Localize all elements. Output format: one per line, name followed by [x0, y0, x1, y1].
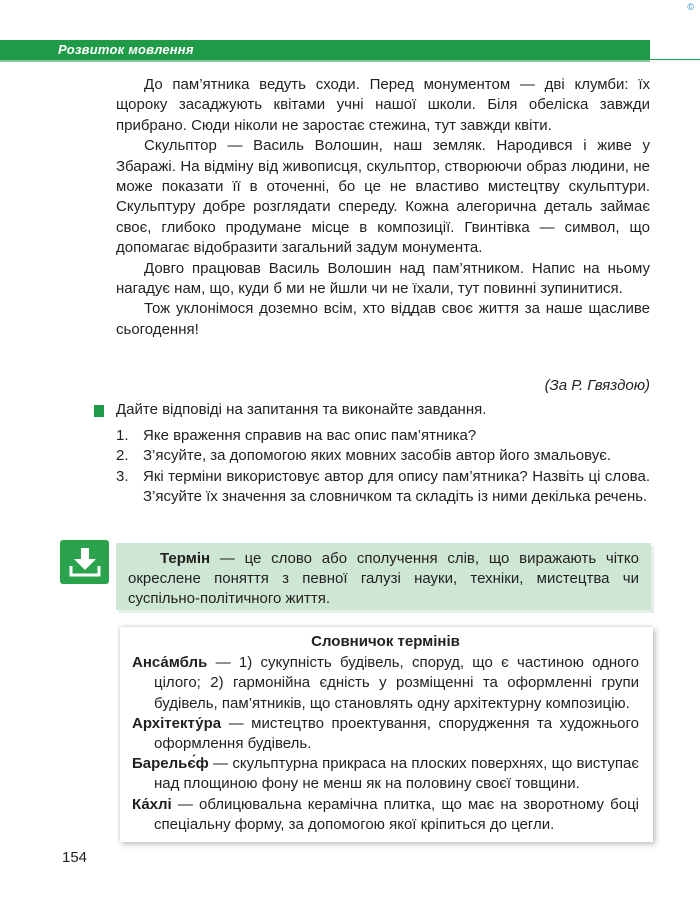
paragraph-1: До пам’ятника ведуть сходи. Перед монументом — дві клумби: їх щороку засаджують квітами учні нашої школи. Біля обеліска завжди прибрано. Сюди ніколи не заростає стежина, тут завжди квіти.: [116, 76, 650, 134]
download-icon: [60, 540, 109, 584]
task-list: [116, 426, 650, 508]
glossary-term: Анса́мбль: [132, 654, 208, 672]
task-text: З’ясуйте, за допомогою яких мовних засобів автор його змальовує.: [143, 447, 612, 465]
glossary-box: [120, 627, 653, 842]
definition-text: — це слово або сполучення слів, що виражають чітко окреслене поняття з певної галузі науки, техніки, мистецтва чи суспільно-політичного життя.: [128, 550, 639, 607]
header-divider: [650, 59, 700, 60]
glossary-definition: — мистецтво проектування, спорудження та художнього оформлення будівель.: [154, 714, 639, 753]
corner-mark: ©: [687, 2, 694, 12]
main-text: [116, 75, 650, 340]
glossary-entry: [132, 714, 639, 754]
glossary-title: Словничок термінів: [311, 633, 460, 650]
section-header: [0, 40, 650, 62]
task-title: Дайте відповіді на запитання та виконайте завдання.: [116, 401, 487, 418]
task-item: [116, 446, 650, 466]
glossary-definition: — облицювальна керамічна плитка, що має на зворотному боці спеціальну форму, за допомогою якої кріпиться до цегли.: [154, 795, 639, 833]
glossary-term: Ка́хлі: [132, 795, 172, 813]
task-number: 3.: [116, 467, 129, 485]
glossary-definition: — 1) сукупність будівель, споруд, що є частиною одного цілого; 2) гармонійна єдність у розміщенні та оформленні групи будівель, пам’ятників, що становлять одну архітектурну композицію.: [154, 654, 639, 712]
download-arrow-icon: [69, 546, 101, 578]
glossary-entry: [132, 795, 639, 835]
task-square-icon: [94, 405, 104, 417]
paragraph-2: Скульптор — Василь Волошин, наш земляк. Народився і живе у Збаражі. На відміну від живописця, скульптор, створюючи образ людини, не може показати її в оточенні, бо це не властиво мистецтву скульптури. Скульптуру добре розглядати спереду. Кожна алегорична деталь займає своє, глибоко продумане місце в композиції. Гвинтівка — символ, що допомагає відобразити загальний задум монумента.: [116, 137, 650, 257]
task-item: [116, 467, 650, 508]
glossary-term: Барельє́ф: [132, 755, 209, 773]
definition-box: [116, 543, 651, 610]
glossary-entry: [132, 653, 639, 714]
task-item: [116, 426, 650, 446]
source-attribution: (За Р. Гвяздою): [544, 377, 650, 394]
glossary-term: Архітекту́ра: [132, 714, 222, 732]
glossary-definition: — скульптурна прикраса на плоских поверхнях, що виступає над площиною фону не менш як на половину своєї товщини.: [154, 755, 639, 793]
task-number: 1.: [116, 427, 129, 444]
paragraph-3: Довго працював Василь Волошин над пам’ятником. Напис на ньому нагадує нам, що, куди б ми не йшли чи не їхали, тут повинні зупинитися.: [116, 259, 650, 298]
task-text: Які терміни використовує автор для опису пам’ятника? Назвіть ці слова. З’ясуйте їх значення за словничком та складіть із ними декілька речень.: [143, 467, 650, 506]
task-number: 2.: [116, 447, 129, 465]
paragraph-4: Тож уклонімося доземно всім, хто віддав своє життя за наше щасливе сьогодення!: [116, 300, 650, 338]
page-number: 154: [62, 849, 88, 866]
task-text: Яке враження справив на вас опис пам’ятника?: [143, 427, 477, 444]
glossary-entry: [132, 754, 639, 794]
definition-term: Термін: [160, 550, 211, 567]
section-title: Розвиток мовлення: [58, 42, 194, 57]
